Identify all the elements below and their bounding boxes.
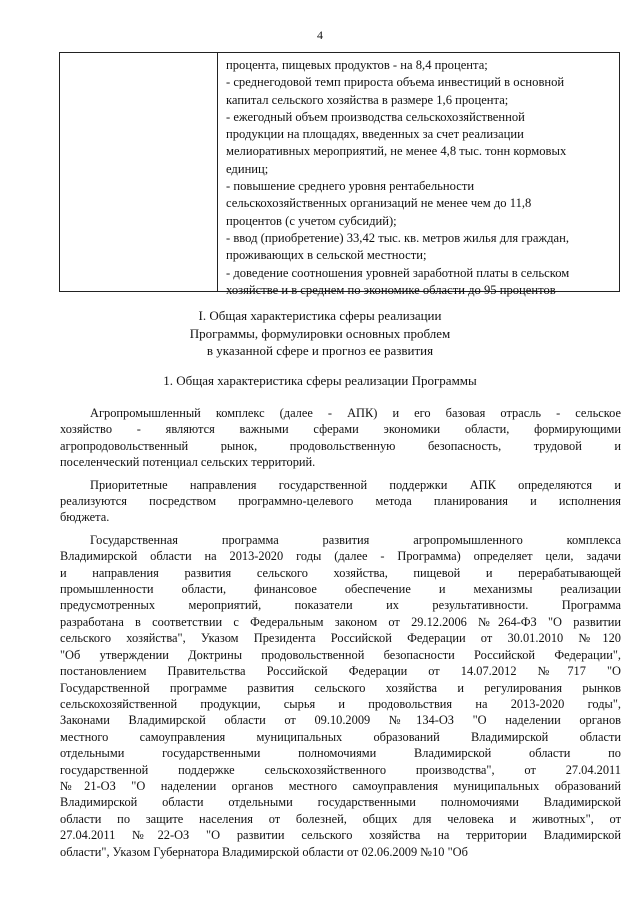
- table-cell-line: - ввод (приобретение) 33,42 тыс. кв. метров жилья для граждан,: [226, 230, 569, 245]
- page-number: 4: [317, 28, 323, 42]
- table-cell-line: хозяйстве и в среднем по экономике области до 95 процентов: [226, 282, 556, 297]
- continuation-table: [59, 52, 620, 297]
- paragraph-line: Владимирской области на 2013-2020 годы (далее - Программа) определяет цели, задачи: [60, 549, 621, 564]
- paragraph-line: 27.04.2011 №22-ОЗ "О развитии сельского хозяйства на территории Владимирской: [60, 828, 621, 843]
- paragraph-line: предусмотренных мероприятий, показатели их результативности. Программа: [60, 598, 621, 613]
- table-cell-line: - доведение соотношения уровней заработной платы в сельском: [226, 265, 570, 280]
- section-heading-line: в указанной сфере и прогноз ее развития: [206, 343, 434, 358]
- paragraph-line: промышленности области, финансовое обеспечение и механизмы реализации: [60, 582, 621, 597]
- paragraph-line: области", Указом Губернатора Владимирской области от 02.06.2009 №10 "Об: [60, 844, 468, 859]
- paragraph-line: сельского хозяйства", Указом Президента Российской Федерации от 30.01.2010 №120: [60, 631, 621, 646]
- section-heading-line: I. Общая характеристика сферы реализации: [198, 308, 442, 323]
- paragraph-line: постановлением Правительства Российской Федерации от 14.07.2012 №717 "О: [60, 664, 621, 679]
- paragraph: [60, 532, 621, 860]
- table-cell-line: процентов (с учетом субсидий);: [226, 213, 397, 228]
- paragraph-line: местного самоуправления муниципальных образований Владимирской области: [60, 729, 621, 744]
- paragraph-line: Законами Владимирской области от 09.10.2009 №134-ОЗ "О наделении органов: [60, 713, 621, 728]
- section-heading: [0, 307, 640, 360]
- body-text: [60, 405, 621, 866]
- table-cell-line: - ежегодный объем производства сельскохозяйственной: [226, 109, 525, 124]
- table-column-divider: [217, 53, 218, 291]
- paragraph-line: агропродовольственный рынок, продовольственную безопасность, трудовой и: [60, 438, 621, 453]
- table-cell-targets: [226, 57, 609, 299]
- section-heading-line: Программы, формулировки основных проблем: [189, 325, 451, 341]
- paragraph-line: бюджета.: [60, 510, 110, 525]
- paragraph-line: "Об утверждении Доктрины продовольственной безопасности Российской Федерации",: [60, 647, 621, 662]
- table-cell-line: единиц;: [226, 161, 269, 176]
- paragraph: [60, 477, 621, 526]
- paragraph-line: поселенческий потенциал сельских территорий.: [60, 455, 316, 470]
- paragraph-line: отдельными государственными полномочиями Владимирской области по: [60, 746, 621, 761]
- table-cell-line: - среднегодовой темп прироста объема инвестиций в основной: [226, 75, 565, 90]
- table-cell-line: сельскохозяйственных организаций не менее чем до 11,8: [226, 196, 532, 211]
- subsection-heading: 1. Общая характеристика сферы реализации Программы: [163, 373, 477, 388]
- paragraph-line: и направления развития сельского хозяйства, пищевой и перерабатывающей: [60, 565, 621, 580]
- paragraph-line: Государственной программе развития сельского хозяйства и регулирования рынков: [60, 680, 621, 695]
- paragraph-line: Государственная программа развития агропромышленного комплекса: [90, 532, 621, 547]
- paragraph-line: Приоритетные направления государственной поддержки АПК определяются и: [90, 477, 621, 492]
- paragraph-line: Агропромышленный комплекс (далее - АПК) и его базовая отрасль - сельское: [90, 406, 621, 420]
- paragraph: [60, 405, 621, 471]
- table-cell-line: проживающих в сельской местности;: [226, 248, 427, 263]
- paragraph-line: хозяйство - являются важными сферами экономики области, формирующими: [60, 422, 621, 437]
- paragraph-line: Владимирской области отдельными государственными полномочиями Владимирской: [60, 795, 621, 810]
- table-cell-line: процента, пищевых продуктов - на 8,4 процента;: [226, 58, 488, 72]
- paragraph-line: разработана в соответствии с Федеральным законом от 29.12.2006 №264-ФЗ "О развитии: [60, 614, 621, 629]
- paragraph-line: государственной поддержке сельскохозяйственного производства", от 27.04.2011: [60, 762, 621, 777]
- table-cell-line: капитал сельского хозяйства в размере 1,6 процента;: [226, 92, 509, 107]
- table-cell-line: мелиоративных мероприятий, не менее 4,8 тыс. тонн кормовых: [226, 144, 567, 159]
- paragraph-line: реализуются посредством программно-целевого метода планирования и исполнения: [60, 494, 621, 509]
- paragraph-line: №21-ОЗ "О наделении органов местного самоуправления муниципальных образований: [60, 778, 621, 793]
- table-cell-line: продукции на площадях, введенных за счет реализации: [226, 127, 524, 142]
- paragraph-line: сельскохозяйственной продукции, сырья и продовольствия на 2013-2020 годы",: [60, 696, 621, 711]
- table-cell-line: - повышение среднего уровня рентабельности: [226, 179, 475, 194]
- paragraph-line: области по защите населения от болезней, общих для человека и животных", от: [60, 811, 621, 826]
